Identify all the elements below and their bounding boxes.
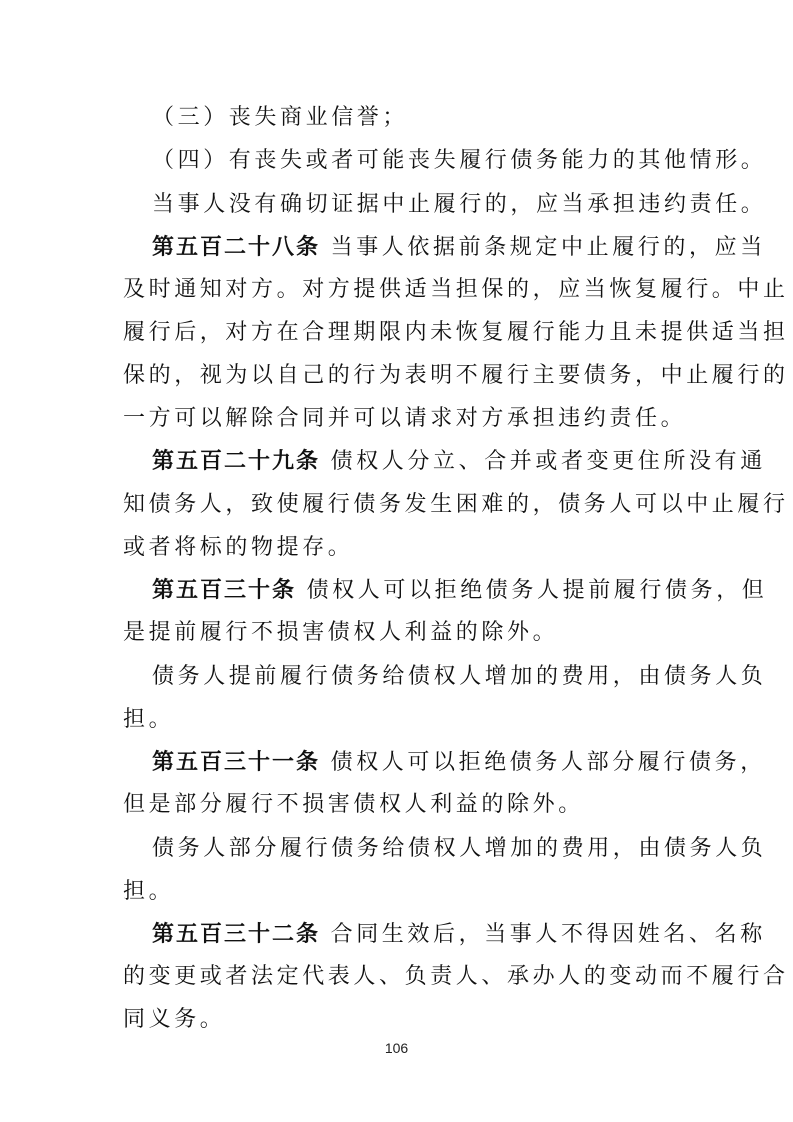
text-line	[0, 962, 793, 992]
text-line	[0, 361, 793, 391]
text-line	[0, 1005, 793, 1035]
line-text: 履行后，对方在合理期限内未恢复履行能力且未提供适当担	[123, 320, 789, 345]
line-text: 债权人可以拒绝债务人部分履行债务，	[320, 750, 766, 775]
line-text: （四）有丧失或者可能丧失履行债务能力的其他情形。	[152, 148, 767, 173]
text-line	[0, 146, 793, 176]
line-text: （三）丧失商业信誉；	[152, 105, 409, 130]
text-line	[0, 233, 793, 263]
line-text: 债权人分立、合并或者变更住所没有通	[320, 449, 766, 474]
text-line	[0, 275, 793, 305]
text-line	[0, 490, 793, 520]
line-text: 或者将标的物提存。	[123, 535, 354, 560]
line-text: 债务人提前履行债务给债权人增加的费用，由债务人负	[152, 664, 767, 689]
line-text: 是提前履行不损害债权人利益的除外。	[123, 620, 559, 645]
line-text: 债权人可以拒绝债务人提前履行债务，但	[296, 578, 768, 603]
line-text: 同义务。	[123, 1007, 226, 1032]
line-text: 但是部分履行不损害债权人利益的除外。	[123, 792, 584, 817]
line-text: 的变更或者法定代表人、负责人、承办人的变动而不履行合	[123, 964, 789, 989]
line-text: 保的，视为以自己的行为表明不履行主要债务，中止履行的	[123, 363, 789, 388]
text-line	[0, 190, 793, 220]
text-line	[0, 790, 793, 820]
article-heading: 第五百三十二条	[152, 922, 321, 947]
text-line	[0, 834, 793, 864]
article-heading: 第五百二十九条	[152, 449, 321, 474]
page-number: 106	[384, 1040, 409, 1056]
line-text: 当事人没有确切证据中止履行的，应当承担违约责任。	[152, 192, 767, 217]
line-text: 一方可以解除合同并可以请求对方承担违约责任。	[123, 406, 687, 431]
text-line	[0, 748, 793, 778]
text-line	[0, 618, 793, 648]
article-heading: 第五百二十八条	[152, 235, 321, 260]
text-line	[0, 404, 793, 434]
line-text: 知债务人，致使履行债务发生困难的，债务人可以中止履行	[123, 492, 789, 517]
article-heading: 第五百三十一条	[152, 750, 321, 775]
line-text: 担。	[123, 707, 175, 732]
line-text: 担。	[123, 879, 175, 904]
text-line	[0, 576, 793, 606]
text-line	[0, 705, 793, 735]
text-line	[0, 920, 793, 950]
text-line	[0, 447, 793, 477]
text-line	[0, 877, 793, 907]
text-line	[0, 318, 793, 348]
text-line	[0, 662, 793, 692]
line-text: 当事人依据前条规定中止履行的，应当	[320, 235, 766, 260]
line-text: 及时通知对方。对方提供适当担保的，应当恢复履行。中止	[123, 277, 789, 302]
text-line	[0, 533, 793, 563]
line-text: 合同生效后，当事人不得因姓名、名称	[320, 922, 766, 947]
text-line	[0, 103, 793, 133]
line-text: 债务人部分履行债务给债权人增加的费用，由债务人负	[152, 836, 767, 861]
article-heading: 第五百三十条	[152, 578, 297, 603]
